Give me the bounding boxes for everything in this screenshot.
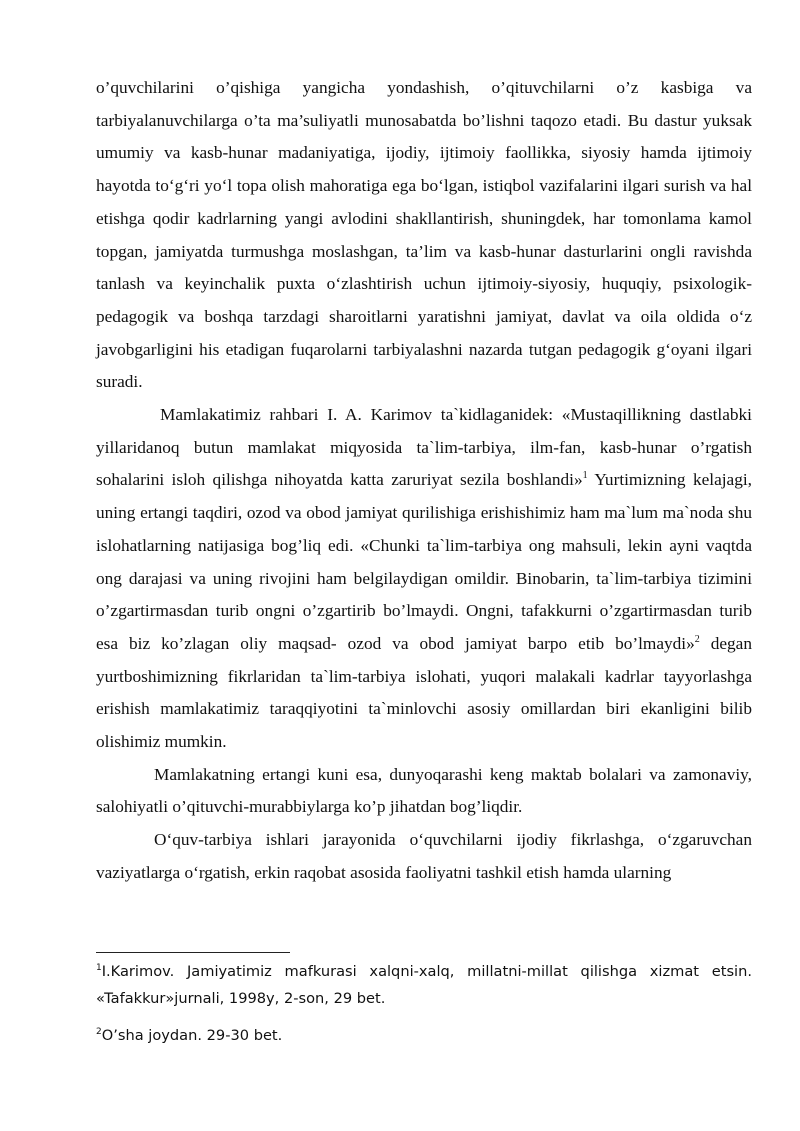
footnote-text: O’sha joydan. 29-30 bet.	[101, 1027, 283, 1044]
footnote-ref-1: 1	[582, 470, 588, 482]
body-text	[96, 72, 752, 890]
footnote-number: 1	[96, 963, 102, 974]
paragraph-3: Mamlakatning ertangi kuni esa, dunyoqarashi keng maktab bolalari va zamonaviy, salohiyatli o’qituvchi-murabbiylarga ko’p jihatdan bog’liqdir.	[96, 764, 752, 817]
paragraph-2	[96, 399, 752, 759]
footnote-separator	[96, 952, 290, 953]
paragraph-1: o’quvchilarini o’qishiga yangicha yondashish, o’qituvchilarni o’z kasbiga va tarbiyalanuvchilarga o’ta ma’suliyatli munosabatda bo’lishni taqozo etadi. Bu dastur yuksak umumiy va kasb-hunar madaniyatiga, ijodiy, ijtimoiy faollikka, siyosiy hamda ijtimoiy hayotda to‘g‘ri yo‘l topa olish mahoratiga ega bo‘lgan, istiqbol vazifalarini ilgari surish va hal etishga qodir kadrlarning yangi avlodini shakllantirish, shuningdek, har tomonlama kamol topgan, jamiyatda turmushga moslashgan, ta’lim va kasb-hunar dasturlarini ongli ravishda tanlash va keyinchalik puxta o‘zlashtirish uchun ijtimoiy-siyosiy, huquqiy, psixologik-pedagogik va boshqa tarzdagi sharoitlarni yaratishni jamiyat, davlat va oila oldida o‘z javobgarligini his etadigan fuqarolarni tarbiyalashni nazarda tutgan pedagogik g‘oyani ilgari suradi.	[96, 78, 752, 392]
footnotes	[96, 958, 752, 1059]
footnote-1	[96, 958, 752, 1012]
paragraph-4: O‘quv-tarbiya ishlari jarayonida o‘quvchilarni ijodiy fikrlashga, o‘zgaruvchan vaziyatlarga o‘rgatish, erkin raqobat asosida faoliyatni tashkil etish hamda ularning	[96, 830, 752, 882]
footnote-2	[96, 1022, 752, 1049]
paragraph-2-part-1: Mamlakatimiz rahbari I. A. Karimov ta`kidlaganidek: «Mustaqillikning dastlabki yillaridanoq butun mamlakat miqyosida ta`lim-tarbiya, ilm-fan, kasb-hunar o’rgatish sohalarini isloh qilishga nihoyatda katta zaruriyat sezila boshlandi»	[96, 405, 752, 490]
footnote-text: I.Karimov. Jamiyatimiz mafkurasi xalqni-xalq, millatni-millat qilishga xizmat etsin. «Tafakkur»jurnali, 1998y, 2-son, 29 bet.	[96, 963, 752, 1007]
paragraph-2-part-2: Yurtimizning kelajagi, uning ertangi taqdiri, ozod va obod jamiyat qurilishiga erishishimiz ham ma`lum ma`noda shu islohatlarning natijasiga bog’liq edi. «Chunki ta`lim-tarbiya ong mahsuli, lekin ayni vaqtda ong darajasi va uning rivojini ham belgilaydigan omildir. Binobarin, ta`lim-tarbiya tizimini o’zgartirmasdan turib ongni o’zgartirib bo’lmaydi. Ongni, tafakkurni o’zgartirmasdan turib esa biz ko’zlagan oliy maqsad- ozod va obod jamiyat barpo etib bo’lmaydi»	[96, 470, 752, 653]
footnote-number: 2	[96, 1027, 102, 1038]
paragraph-2-part-3: degan yurtboshimizning fikrlaridan ta`lim-tarbiya islohati, yuqori malakali kadrlar tayyorlashga erishish mamlakatimiz taraqqiyotini ta`minlovchi asosiy omillardan biri ekanligini bilib olishimiz mumkin.	[96, 633, 752, 752]
footnote-ref-2: 2	[694, 634, 700, 646]
